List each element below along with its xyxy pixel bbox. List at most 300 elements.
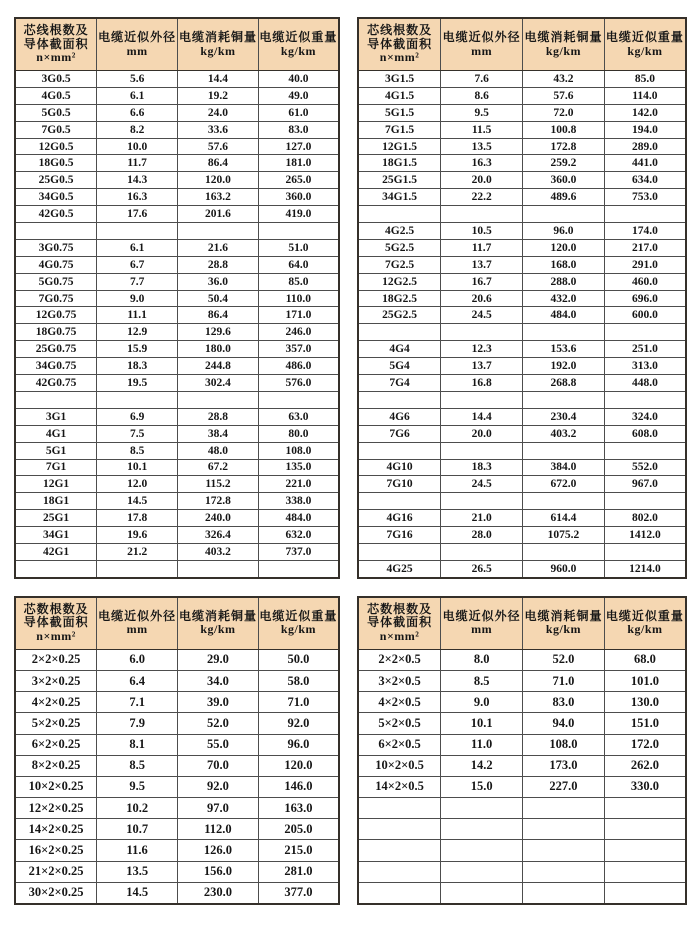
table-row bbox=[358, 307, 686, 324]
column-header-line: kg/km bbox=[545, 622, 582, 637]
value-cell: 246.0 bbox=[258, 324, 339, 341]
value-cell: 12.0 bbox=[97, 476, 178, 493]
cable-type-cell: 25G0.75 bbox=[15, 341, 97, 358]
table-row bbox=[15, 649, 339, 670]
column-header-line: 电缆近似重量 bbox=[605, 608, 684, 623]
value-cell: 737.0 bbox=[258, 543, 339, 560]
value-cell: 180.0 bbox=[178, 341, 259, 358]
value-cell: 6.6 bbox=[97, 104, 178, 121]
value-cell: 6.1 bbox=[97, 87, 178, 104]
table-row bbox=[15, 256, 339, 273]
value-cell: 14.5 bbox=[97, 493, 178, 510]
value-cell: 14.5 bbox=[97, 882, 178, 904]
value-cell bbox=[97, 560, 178, 577]
table-row bbox=[15, 510, 339, 527]
value-cell: 115.2 bbox=[178, 476, 259, 493]
value-cell: 265.0 bbox=[258, 172, 339, 189]
value-cell: 36.0 bbox=[178, 273, 259, 290]
cable-type-cell: 18G1.5 bbox=[358, 155, 441, 172]
value-cell: 7.5 bbox=[97, 425, 178, 442]
table-row bbox=[15, 476, 339, 493]
value-cell: 83.0 bbox=[523, 692, 605, 713]
cable-type-cell bbox=[15, 560, 97, 577]
cable-type-cell: 16×2×0.25 bbox=[15, 840, 97, 861]
cable-type-cell: 18G0.75 bbox=[15, 324, 97, 341]
cable-type-cell: 21×2×0.25 bbox=[15, 861, 97, 882]
value-cell: 94.0 bbox=[523, 713, 605, 734]
cable-type-cell: 5G2.5 bbox=[358, 239, 441, 256]
cable-type-cell: 7G1 bbox=[15, 459, 97, 476]
cable-type-cell bbox=[358, 882, 441, 904]
value-cell: 7.6 bbox=[441, 71, 523, 88]
table-row bbox=[358, 476, 686, 493]
table-row bbox=[15, 861, 339, 882]
table-row bbox=[15, 172, 339, 189]
value-cell bbox=[523, 442, 605, 459]
value-cell: 614.4 bbox=[523, 510, 605, 527]
column-header-line: kg/km bbox=[545, 43, 582, 58]
cable-type-cell: 7G1.5 bbox=[358, 121, 441, 138]
column-header-line: 电缆消耗铜量 bbox=[178, 29, 257, 44]
value-cell: 552.0 bbox=[604, 459, 686, 476]
table-row bbox=[358, 670, 686, 691]
value-cell: 108.0 bbox=[258, 442, 339, 459]
value-cell: 1075.2 bbox=[523, 527, 605, 544]
cable-type-cell: 5G0.75 bbox=[15, 273, 97, 290]
value-cell: 313.0 bbox=[604, 358, 686, 375]
cable-table-g15-g25 bbox=[357, 17, 687, 579]
value-cell: 201.6 bbox=[178, 206, 259, 223]
value-cell: 15.9 bbox=[97, 341, 178, 358]
column-header-line: mm bbox=[126, 622, 148, 637]
value-cell: 43.2 bbox=[523, 71, 605, 88]
value-cell: 171.0 bbox=[258, 307, 339, 324]
value-cell bbox=[441, 442, 523, 459]
value-cell: 7.7 bbox=[97, 273, 178, 290]
cable-type-cell: 34G0.5 bbox=[15, 189, 97, 206]
table-row bbox=[358, 172, 686, 189]
value-cell bbox=[523, 798, 605, 819]
column-header-line: mm bbox=[471, 43, 493, 58]
value-cell: 61.0 bbox=[258, 104, 339, 121]
value-cell: 168.0 bbox=[523, 256, 605, 273]
value-cell: 10.1 bbox=[97, 459, 178, 476]
table-row bbox=[15, 290, 339, 307]
cable-type-cell bbox=[358, 819, 441, 840]
table-row bbox=[358, 223, 686, 240]
cable-type-cell bbox=[358, 493, 441, 510]
column-header-4 bbox=[604, 18, 686, 71]
value-cell: 20.0 bbox=[441, 172, 523, 189]
cable-type-cell: 6×2×0.5 bbox=[358, 734, 441, 755]
value-cell: 377.0 bbox=[258, 882, 339, 904]
value-cell: 8.5 bbox=[441, 670, 523, 691]
value-cell: 146.0 bbox=[258, 776, 339, 797]
value-cell: 486.0 bbox=[258, 358, 339, 375]
value-cell bbox=[604, 324, 686, 341]
value-cell: 576.0 bbox=[258, 375, 339, 392]
table-row bbox=[15, 798, 339, 819]
table-row bbox=[358, 425, 686, 442]
value-cell bbox=[523, 840, 605, 861]
value-cell bbox=[441, 543, 523, 560]
cable-type-cell: 4G1 bbox=[15, 425, 97, 442]
value-cell: 1412.0 bbox=[604, 527, 686, 544]
table-row bbox=[358, 375, 686, 392]
table-row bbox=[15, 155, 339, 172]
value-cell: 114.0 bbox=[604, 87, 686, 104]
bottom-table-section bbox=[14, 596, 687, 905]
value-cell: 634.0 bbox=[604, 172, 686, 189]
table-row bbox=[358, 840, 686, 861]
value-cell: 360.0 bbox=[258, 189, 339, 206]
table-row bbox=[15, 307, 339, 324]
table-row bbox=[15, 223, 339, 240]
table-header-row bbox=[358, 18, 686, 71]
value-cell: 26.5 bbox=[441, 560, 523, 577]
value-cell bbox=[604, 798, 686, 819]
cable-type-cell: 18G2.5 bbox=[358, 290, 441, 307]
table-row bbox=[358, 560, 686, 577]
value-cell: 174.0 bbox=[604, 223, 686, 240]
value-cell bbox=[523, 391, 605, 408]
value-cell: 28.8 bbox=[178, 408, 259, 425]
value-cell: 6.0 bbox=[97, 649, 178, 670]
table-header-row bbox=[358, 597, 686, 650]
value-cell: 135.0 bbox=[258, 459, 339, 476]
cable-type-cell: 2×2×0.25 bbox=[15, 649, 97, 670]
value-cell: 52.0 bbox=[523, 649, 605, 670]
value-cell: 6.7 bbox=[97, 256, 178, 273]
table-row bbox=[358, 510, 686, 527]
column-header-3 bbox=[178, 597, 259, 650]
value-cell: 24.5 bbox=[441, 307, 523, 324]
cable-type-cell: 7G10 bbox=[358, 476, 441, 493]
column-header-line: kg/km bbox=[627, 43, 663, 58]
value-cell: 48.0 bbox=[178, 442, 259, 459]
value-cell: 151.0 bbox=[604, 713, 686, 734]
value-cell bbox=[604, 819, 686, 840]
value-cell bbox=[178, 560, 259, 577]
value-cell: 753.0 bbox=[604, 189, 686, 206]
column-header-line: n×mm² bbox=[379, 50, 420, 65]
table-row bbox=[358, 391, 686, 408]
value-cell: 7.1 bbox=[97, 692, 178, 713]
cable-type-cell: 4G16 bbox=[358, 510, 441, 527]
cable-type-cell: 5×2×0.5 bbox=[358, 713, 441, 734]
value-cell: 484.0 bbox=[258, 510, 339, 527]
value-cell: 80.0 bbox=[258, 425, 339, 442]
value-cell bbox=[604, 882, 686, 904]
table-header-row bbox=[15, 597, 339, 650]
value-cell: 108.0 bbox=[523, 734, 605, 755]
cable-type-cell: 3G1 bbox=[15, 408, 97, 425]
cable-type-cell: 12G1.5 bbox=[358, 138, 441, 155]
cable-type-cell: 12G2.5 bbox=[358, 273, 441, 290]
column-header-line: 电缆近似重量 bbox=[259, 608, 338, 623]
cable-type-cell: 5×2×0.25 bbox=[15, 713, 97, 734]
value-cell: 259.2 bbox=[523, 155, 605, 172]
table-row bbox=[358, 543, 686, 560]
table-row bbox=[15, 425, 339, 442]
value-cell: 13.5 bbox=[97, 861, 178, 882]
table-row bbox=[358, 776, 686, 797]
value-cell: 484.0 bbox=[523, 307, 605, 324]
value-cell: 17.6 bbox=[97, 206, 178, 223]
value-cell bbox=[441, 493, 523, 510]
value-cell: 97.0 bbox=[178, 798, 259, 819]
column-header-line: 芯数根数及 bbox=[23, 601, 89, 616]
table-row bbox=[15, 121, 339, 138]
column-header-1 bbox=[15, 18, 97, 71]
value-cell: 432.0 bbox=[523, 290, 605, 307]
cable-type-cell: 34G1.5 bbox=[358, 189, 441, 206]
cable-type-cell: 3G1.5 bbox=[358, 71, 441, 88]
value-cell: 22.2 bbox=[441, 189, 523, 206]
table-row bbox=[358, 459, 686, 476]
table-row bbox=[15, 819, 339, 840]
table-row bbox=[358, 649, 686, 670]
value-cell: 64.0 bbox=[258, 256, 339, 273]
column-header-line: 电缆近似外径 bbox=[442, 29, 521, 44]
cable-type-cell: 14×2×0.5 bbox=[358, 776, 441, 797]
table-row bbox=[15, 442, 339, 459]
value-cell bbox=[441, 882, 523, 904]
table-row bbox=[15, 459, 339, 476]
value-cell: 172.8 bbox=[523, 138, 605, 155]
value-cell: 357.0 bbox=[258, 341, 339, 358]
column-header-2 bbox=[97, 597, 178, 650]
value-cell: 72.0 bbox=[523, 104, 605, 121]
value-cell: 384.0 bbox=[523, 459, 605, 476]
table-row bbox=[358, 861, 686, 882]
value-cell bbox=[441, 324, 523, 341]
value-cell: 50.0 bbox=[258, 649, 339, 670]
value-cell: 58.0 bbox=[258, 670, 339, 691]
table-row bbox=[358, 734, 686, 755]
table-row bbox=[358, 239, 686, 256]
cable-type-cell: 12G0.5 bbox=[15, 138, 97, 155]
value-cell: 419.0 bbox=[258, 206, 339, 223]
value-cell bbox=[441, 798, 523, 819]
cable-type-cell: 4G0.5 bbox=[15, 87, 97, 104]
value-cell bbox=[604, 391, 686, 408]
value-cell: 24.0 bbox=[178, 104, 259, 121]
cable-type-cell: 12G0.75 bbox=[15, 307, 97, 324]
value-cell: 120.0 bbox=[258, 755, 339, 776]
column-header-line: 导体截面积 bbox=[23, 36, 89, 51]
cable-type-cell bbox=[358, 861, 441, 882]
column-header-line: n×mm² bbox=[36, 629, 76, 644]
value-cell: 8.2 bbox=[97, 121, 178, 138]
value-cell: 28.8 bbox=[178, 256, 259, 273]
column-header-1 bbox=[15, 597, 97, 650]
value-cell: 101.0 bbox=[604, 670, 686, 691]
cable-type-cell: 42G0.75 bbox=[15, 375, 97, 392]
cable-type-cell: 12×2×0.25 bbox=[15, 798, 97, 819]
value-cell: 83.0 bbox=[258, 121, 339, 138]
cable-type-cell bbox=[358, 442, 441, 459]
table-row bbox=[358, 155, 686, 172]
value-cell: 172.8 bbox=[178, 493, 259, 510]
value-cell: 10.1 bbox=[441, 713, 523, 734]
value-cell: 11.5 bbox=[441, 121, 523, 138]
value-cell bbox=[604, 442, 686, 459]
value-cell: 8.1 bbox=[97, 734, 178, 755]
value-cell bbox=[441, 206, 523, 223]
value-cell: 49.0 bbox=[258, 87, 339, 104]
value-cell: 24.5 bbox=[441, 476, 523, 493]
value-cell: 21.2 bbox=[97, 543, 178, 560]
value-cell: 403.2 bbox=[178, 543, 259, 560]
value-cell: 12.9 bbox=[97, 324, 178, 341]
value-cell: 18.3 bbox=[441, 459, 523, 476]
table-row bbox=[15, 239, 339, 256]
value-cell: 10.2 bbox=[97, 798, 178, 819]
value-cell bbox=[523, 882, 605, 904]
cable-type-cell: 7G16 bbox=[358, 527, 441, 544]
value-cell: 16.3 bbox=[441, 155, 523, 172]
table-row bbox=[358, 442, 686, 459]
column-header-2 bbox=[441, 597, 523, 650]
cable-type-cell bbox=[15, 391, 97, 408]
value-cell: 8.0 bbox=[441, 649, 523, 670]
value-cell: 142.0 bbox=[604, 104, 686, 121]
value-cell: 100.8 bbox=[523, 121, 605, 138]
cable-type-cell: 25G0.5 bbox=[15, 172, 97, 189]
table-row bbox=[15, 87, 339, 104]
value-cell: 110.0 bbox=[258, 290, 339, 307]
table-row bbox=[358, 290, 686, 307]
value-cell: 227.0 bbox=[523, 776, 605, 797]
table-row bbox=[358, 755, 686, 776]
cable-type-cell: 25G1.5 bbox=[358, 172, 441, 189]
table-row bbox=[15, 206, 339, 223]
value-cell: 289.0 bbox=[604, 138, 686, 155]
value-cell bbox=[441, 391, 523, 408]
value-cell bbox=[441, 840, 523, 861]
value-cell: 86.4 bbox=[178, 307, 259, 324]
value-cell: 120.0 bbox=[523, 239, 605, 256]
table-row bbox=[15, 560, 339, 577]
table-row bbox=[358, 358, 686, 375]
cable-table-pairs-05 bbox=[357, 596, 687, 905]
value-cell: 8.5 bbox=[97, 442, 178, 459]
value-cell: 85.0 bbox=[258, 273, 339, 290]
table-row bbox=[358, 256, 686, 273]
value-cell: 230.4 bbox=[523, 408, 605, 425]
value-cell: 268.8 bbox=[523, 375, 605, 392]
value-cell: 205.0 bbox=[258, 819, 339, 840]
cable-type-cell: 3×2×0.25 bbox=[15, 670, 97, 691]
value-cell bbox=[604, 206, 686, 223]
value-cell: 14.3 bbox=[97, 172, 178, 189]
value-cell bbox=[258, 391, 339, 408]
value-cell: 163.0 bbox=[258, 798, 339, 819]
table-row bbox=[358, 273, 686, 290]
column-header-2 bbox=[97, 18, 178, 71]
value-cell: 51.0 bbox=[258, 239, 339, 256]
cable-type-cell: 4G25 bbox=[358, 560, 441, 577]
value-cell: 8.5 bbox=[97, 755, 178, 776]
cable-type-cell: 4G0.75 bbox=[15, 256, 97, 273]
table-row bbox=[15, 840, 339, 861]
column-header-line: 电缆近似重量 bbox=[259, 29, 338, 44]
table-row bbox=[15, 755, 339, 776]
column-header-line: 电缆近似重量 bbox=[605, 29, 684, 44]
value-cell: 29.0 bbox=[178, 649, 259, 670]
value-cell: 326.4 bbox=[178, 527, 259, 544]
cable-type-cell: 3G0.5 bbox=[15, 71, 97, 88]
column-header-line: 电缆消耗铜量 bbox=[524, 29, 603, 44]
cable-type-cell: 7G6 bbox=[358, 425, 441, 442]
table-row bbox=[15, 776, 339, 797]
value-cell: 6.4 bbox=[97, 670, 178, 691]
value-cell: 244.8 bbox=[178, 358, 259, 375]
cable-type-cell: 3×2×0.5 bbox=[358, 670, 441, 691]
value-cell: 460.0 bbox=[604, 273, 686, 290]
column-header-line: kg/km bbox=[200, 622, 236, 637]
cable-type-cell: 5G1.5 bbox=[358, 104, 441, 121]
cable-type-cell: 18G0.5 bbox=[15, 155, 97, 172]
value-cell: 960.0 bbox=[523, 560, 605, 577]
value-cell: 96.0 bbox=[523, 223, 605, 240]
value-cell: 156.0 bbox=[178, 861, 259, 882]
table-row bbox=[358, 882, 686, 904]
value-cell: 672.0 bbox=[523, 476, 605, 493]
cable-type-cell: 4×2×0.25 bbox=[15, 692, 97, 713]
value-cell: 172.0 bbox=[604, 734, 686, 755]
value-cell bbox=[604, 493, 686, 510]
table-row bbox=[15, 375, 339, 392]
value-cell bbox=[258, 223, 339, 240]
column-header-line: 电缆近似外径 bbox=[98, 608, 177, 623]
value-cell: 34.0 bbox=[178, 670, 259, 691]
table-row bbox=[358, 819, 686, 840]
value-cell: 126.0 bbox=[178, 840, 259, 861]
cable-type-cell: 42G0.5 bbox=[15, 206, 97, 223]
value-cell: 120.0 bbox=[178, 172, 259, 189]
table-row bbox=[15, 543, 339, 560]
table-row bbox=[15, 882, 339, 904]
value-cell: 360.0 bbox=[523, 172, 605, 189]
value-cell: 16.3 bbox=[97, 189, 178, 206]
cable-type-cell: 34G0.75 bbox=[15, 358, 97, 375]
value-cell: 16.7 bbox=[441, 273, 523, 290]
column-header-line: 电缆消耗铜量 bbox=[524, 608, 603, 623]
table-row bbox=[15, 71, 339, 88]
column-header-line: kg/km bbox=[200, 43, 236, 58]
cable-type-cell: 30×2×0.25 bbox=[15, 882, 97, 904]
value-cell: 19.6 bbox=[97, 527, 178, 544]
column-header-1 bbox=[358, 597, 441, 650]
cable-type-cell: 12G1 bbox=[15, 476, 97, 493]
cable-type-cell: 8×2×0.25 bbox=[15, 755, 97, 776]
column-header-3 bbox=[523, 597, 605, 650]
value-cell: 10.0 bbox=[97, 138, 178, 155]
column-header-line: 电缆消耗铜量 bbox=[178, 608, 257, 623]
cable-type-cell: 14×2×0.25 bbox=[15, 819, 97, 840]
value-cell: 55.0 bbox=[178, 734, 259, 755]
value-cell: 288.0 bbox=[523, 273, 605, 290]
cable-type-cell: 25G2.5 bbox=[358, 307, 441, 324]
column-header-line: 芯线根数及 bbox=[367, 23, 433, 37]
column-header-line: kg/km bbox=[280, 43, 316, 58]
value-cell: 192.0 bbox=[523, 358, 605, 375]
table-row bbox=[358, 692, 686, 713]
table-row bbox=[15, 104, 339, 121]
value-cell: 9.5 bbox=[441, 104, 523, 121]
